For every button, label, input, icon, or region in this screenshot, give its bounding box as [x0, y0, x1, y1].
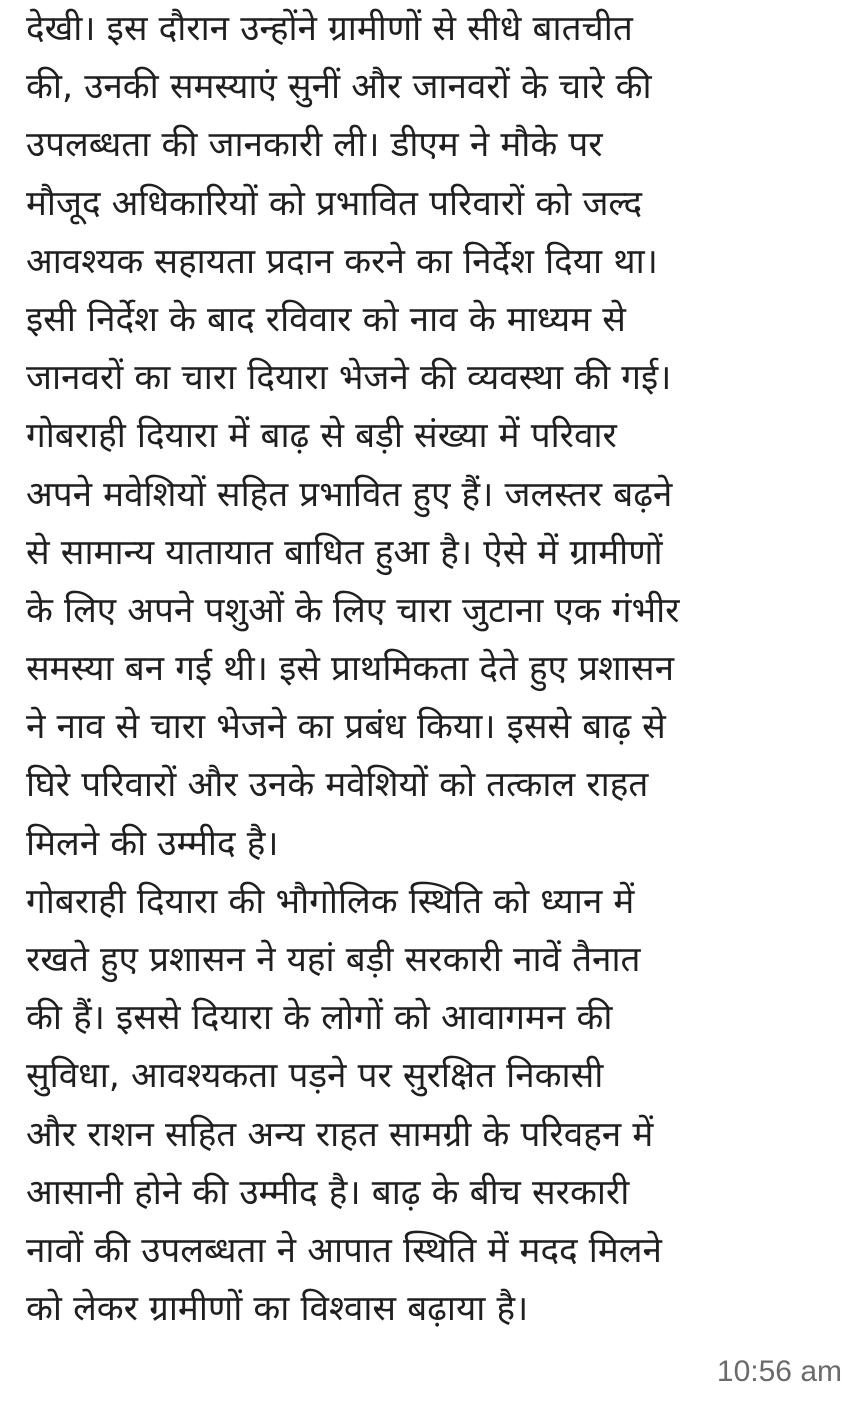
message-text [26, 0, 856, 1338]
message-line: की हैं। इससे दियारा के लोगों को आवागमन की [26, 998, 613, 1039]
message-line: सुविधा, आवश्यकता पड़ने पर सुरक्षित निकासी [26, 1056, 604, 1097]
message-line: देखी। इस दौरान उन्होंने ग्रामीणों से सीधे बातचीत [26, 9, 633, 49]
message-timestamp: 10:56 am [716, 1355, 842, 1388]
message-line: मिलने की उम्मीद है। [26, 823, 279, 864]
message-line: मौजूद अधिकारियों को प्रभावित परिवारों को जल्द [26, 183, 643, 224]
message-line: आवश्यक सहायता प्रदान करने का निर्देश दिया था। [26, 241, 658, 282]
message-line: रखते हुए प्रशासन ने यहां बड़ी सरकारी नावें तैनात [26, 940, 641, 980]
message-line: आसानी होने की उम्मीद है। बाढ़ के बीच सरकारी [26, 1172, 630, 1213]
message-line: ने नाव से चारा भेजने का प्रबंध किया। इससे बाढ़ से [26, 707, 666, 748]
message-line: नावों की उपलब्धता ने आपात स्थिति में मदद मिलने [26, 1230, 662, 1271]
message-line: समस्या बन गई थी। इसे प्राथमिकता देते हुए प्रशासन [26, 649, 674, 690]
message-line: के लिए अपने पशुओं के लिए चारा जुटाना एक गंभीर [26, 590, 680, 631]
message-line: को लेकर ग्रामीणों का विश्वास बढ़ाया है। [26, 1289, 529, 1330]
message-line: इसी निर्देश के बाद रविवार को नाव के माध्यम से [26, 299, 626, 340]
message-line: उपलब्धता की जानकारी ली। डीएम ने मौके पर [26, 125, 603, 166]
message-line: घिरे परिवारों और उनके मवेशियों को तत्काल राहत [26, 765, 649, 806]
message-line: अपने मवेशियों सहित प्रभावित हुए हैं। जलस्तर बढ़ने [26, 474, 673, 515]
message-line: गोबराही दियारा में बाढ़ से बड़ी संख्या में परिवार [26, 416, 617, 457]
message-line: और राशन सहित अन्य राहत सामग्री के परिवहन में [26, 1114, 654, 1155]
message-line: जानवरों का चारा दियारा भेजने की व्यवस्था की गई। [26, 358, 672, 399]
message-line: से सामान्य यातायात बाधित हुआ है। ऐसे में ग्रामीणों [26, 532, 663, 573]
message-line: की, उनकी समस्याएं सुनीं और जानवरों के चारे की [26, 67, 652, 108]
message-line: गोबराही दियारा की भौगोलिक स्थिति को ध्यान में [26, 881, 635, 922]
